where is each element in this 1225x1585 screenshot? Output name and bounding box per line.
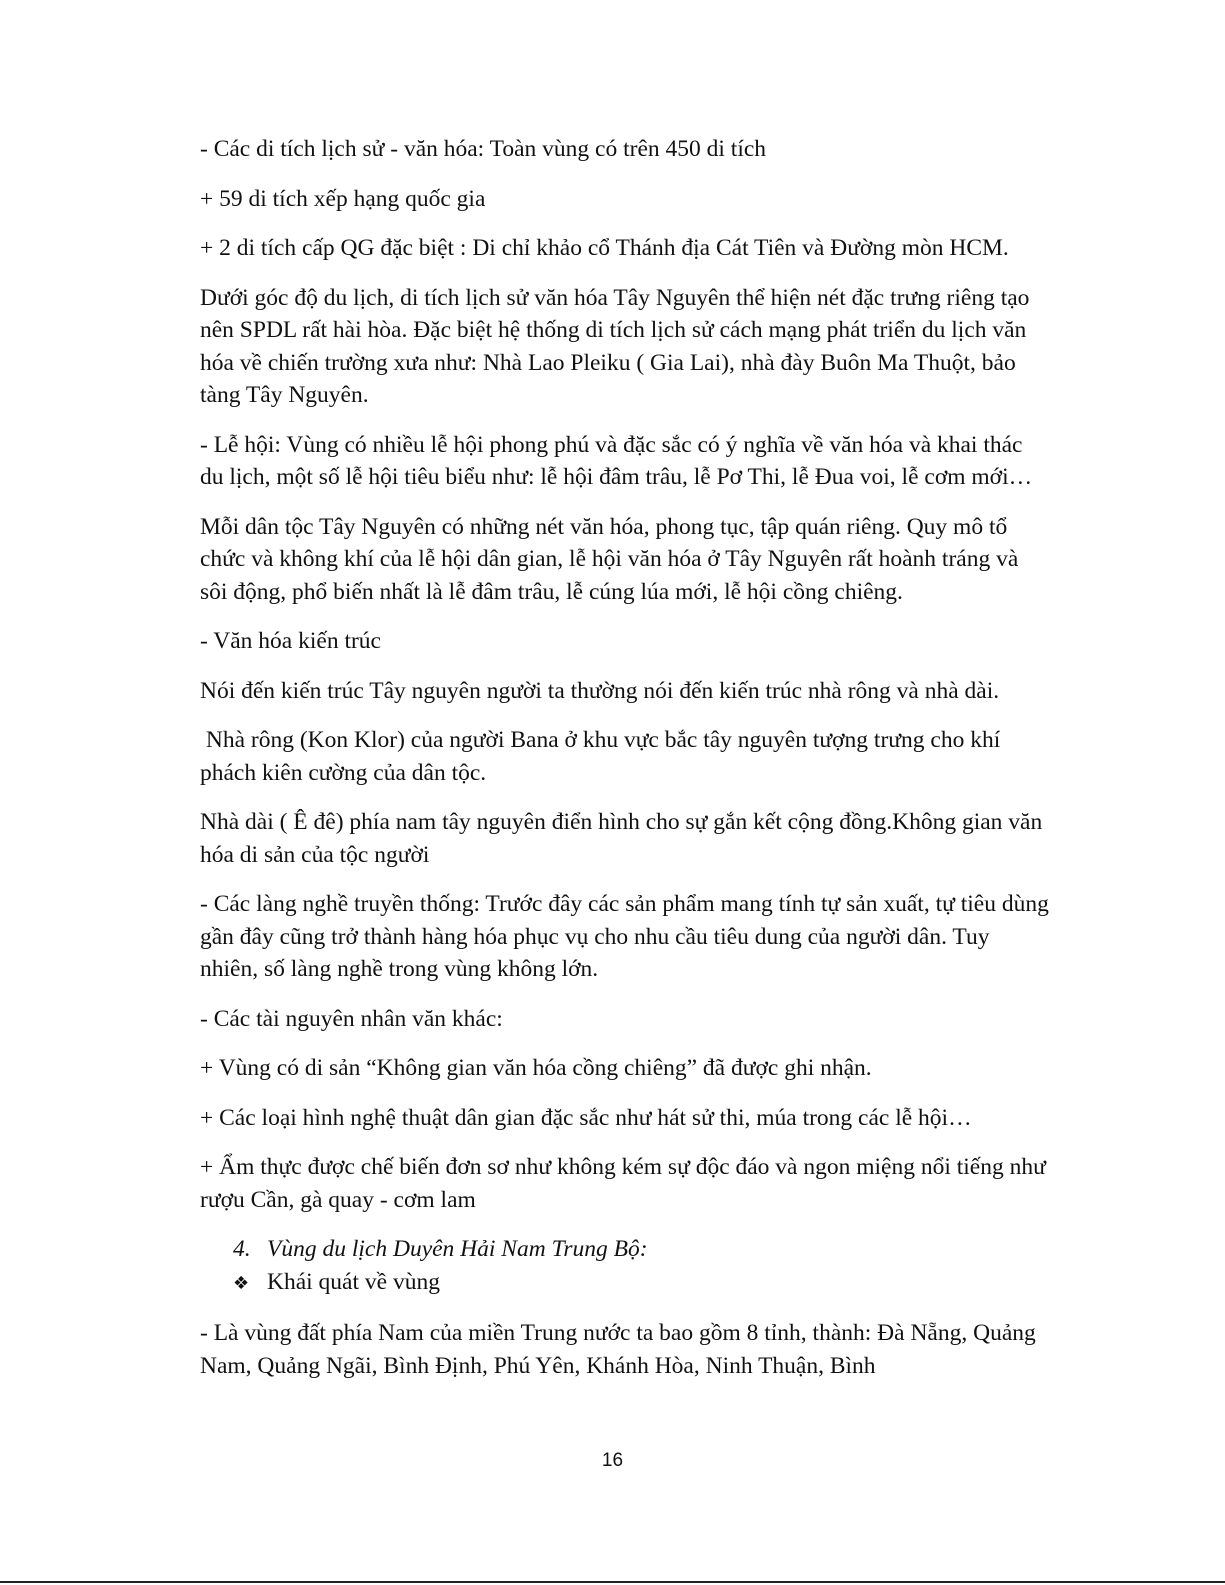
paragraph-cuisine: + Ẩm thực được chế biến đơn sơ như không kém sự độc đáo và ngon miệng nổi tiếng như rượu Cần, gà quay - cơm lam <box>200 1154 1046 1213</box>
paragraph-ethnic-culture: Mỗi dân tộc Tây Nguyên có những nét văn hóa, phong tục, tập quán riêng. Quy mô tổ chức và không khí của lễ hội dân gian, lễ hội văn hóa ở Tây Nguyên rất hoành tráng và sôi động, phổ biến nhất là lễ đâm trâu, lễ cúng lúa mới, lễ hội cồng chiêng. <box>200 513 1019 605</box>
paragraph-gong-heritage: + Vùng có di sản “Không gian văn hóa cồng chiêng” đã được ghi nhận. <box>200 1055 872 1081</box>
paragraph-architecture-heading: - Văn hóa kiến trúc <box>200 628 381 654</box>
paragraph-nha-dai: Nhà dài ( Ê đê) phía nam tây nguyên điển hình cho sự gắn kết cộng đồng.Không gian văn hóa di sản của tộc người <box>200 809 1043 868</box>
paragraph-national-sites: + 59 di tích xếp hạng quốc gia <box>200 185 486 212</box>
page-bottom-divider <box>0 1581 1225 1583</box>
section-title: Vùng du lịch Duyên Hải Nam Trung Bộ: <box>267 1236 648 1262</box>
page-number: 16 <box>601 1450 624 1471</box>
paragraph-other-resources: - Các tài nguyên nhân văn khác: <box>200 1005 503 1032</box>
paragraph-festivals: - Lễ hội: Vùng có nhiều lễ hội phong phú và đặc sắc có ý nghĩa về văn hóa và khai thác du lịch, một số lễ hội tiêu biểu như: lễ hội đâm trâu, lễ Pơ Thi, lễ Đua voi, lễ cơm mới… <box>200 431 1033 490</box>
paragraph-special-sites: + 2 di tích cấp QG đặc biệt : Di chỉ khảo cổ Thánh địa Cát Tiên và Đường mòn HCM. <box>200 235 1009 261</box>
paragraph-folk-arts: + Các loại hình nghệ thuật dân gian đặc sắc như hát sử thi, múa trong các lễ hội… <box>200 1104 972 1131</box>
section-number: 4. <box>233 1236 251 1262</box>
paragraph-craft-villages: - Các làng nghề truyền thống: Trước đây các sản phẩm mang tính tự sản xuất, tự tiêu dùng gần đây cũng trở thành hàng hóa phục vụ cho nhu cầu tiêu dung của người dân. Tuy nhiên, số làng nghề trong vùng không lớn. <box>200 891 1049 982</box>
paragraph-region-intro: - Là vùng đất phía Nam của miền Trung nước ta bao gồm 8 tỉnh, thành: Đà Nẵng, Quảng Nam, Quảng Ngãi, Bình Định, Phú Yên, Khánh Hòa, Ninh Thuận, Bình <box>200 1320 1036 1379</box>
diamond-bullet-icon: ❖ <box>233 1272 250 1294</box>
paragraph-tourism-perspective: Dưới góc độ du lịch, di tích lịch sử văn hóa Tây Nguyên thể hiện nét đặc trưng riêng tạo nên SPDL rất hài hòa. Đặc biệt hệ thống di tích lịch sử cách mạng phát triển du lịch văn hóa về chiến trường xưa như: Nhà Lao Pleiku ( Gia Lai), nhà đày Buôn Ma Thuột, bảo tàng Tây Nguyên. <box>200 284 1030 408</box>
paragraph-historic-sites: - Các di tích lịch sử - văn hóa: Toàn vùng có trên 450 di tích <box>200 136 767 162</box>
bullet-overview <box>200 1266 1050 1301</box>
section-heading <box>200 1233 1050 1266</box>
paragraph-architecture-intro: Nói đến kiến trúc Tây nguyên người ta thường nói đến kiến trúc nhà rông và nhà dài. <box>200 677 1000 704</box>
bullet-text: Khái quát về vùng <box>267 1268 440 1295</box>
paragraph-nha-rong: Nhà rông (Kon Klor) của người Bana ở khu vực bắc tây nguyên tượng trưng cho khí phách kiên cường của dân tộc. <box>200 727 1007 786</box>
page-content <box>200 133 1050 1399</box>
